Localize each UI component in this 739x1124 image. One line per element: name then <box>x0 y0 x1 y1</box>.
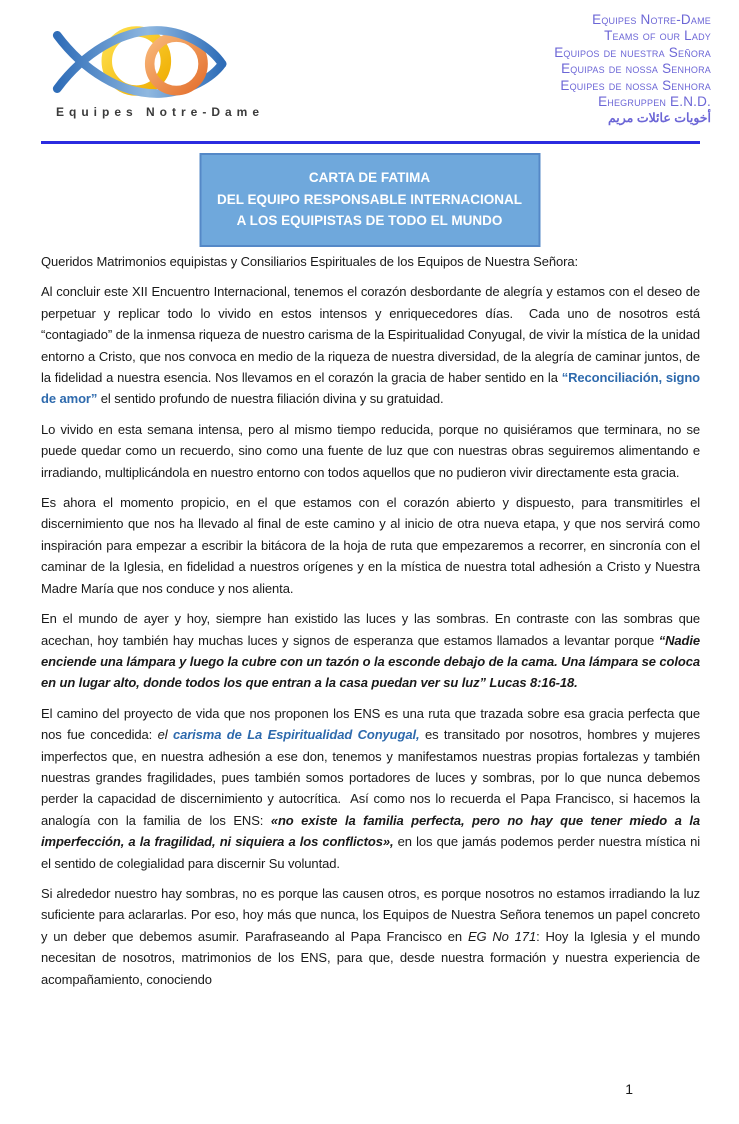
title-line: CARTA DE FATIMA <box>308 170 431 185</box>
paragraph <box>41 419 704 483</box>
letter-content <box>41 251 704 999</box>
page-number: 1 <box>625 1081 633 1097</box>
org-name: Equipes de nossa Senhora <box>560 77 711 93</box>
text-segment-bold-italic: «no existe la familia perfecta, pero no hay que tener miedo a la imperfección, a la fragilidad, ni siquiera a los conflictos», <box>41 812 704 850</box>
text-segment-bold-italic: “Nadie enciende una lámpara y luego la cubre con un tazón o la esconde debajo de la cama. Una lámpara se coloca en un lugar alto, donde todos los que entran a la casa puedan ver su luz” Lucas 8:16-18. <box>41 632 704 691</box>
org-name: Equipos de nuestra Señora <box>554 44 711 60</box>
title-line: A LOS EQUIPISTAS DE TODO EL MUNDO <box>236 213 503 228</box>
paragraph <box>41 703 704 874</box>
title-box <box>199 153 540 247</box>
text-segment-normal: El camino del proyecto de vida que nos proponen los ENS es una ruta que trazada sobre esa gracia perfecta que nos fue concedida: <box>41 705 704 743</box>
org-name: أخويات عائلات مريم <box>607 111 711 126</box>
paragraph <box>41 608 704 694</box>
text-segment-normal: Si alrededor nuestro hay sombras, no es porque las causen otros, es porque nosotros no estamos irradiando la luz suficiente para aclararlas. Por eso, hoy más que nunca, los Equipos de Nuestra Señora tenemos un papel concreto y un deber que debemos asumir. Parafraseando al Papa Francisco en <box>41 885 704 944</box>
title-line: DEL EQUIPO RESPONSABLE INTERNACIONAL <box>216 191 523 207</box>
text-segment-normal: : Hoy la Iglesia y el mundo necesitan de nosotros, matrimonios de los ENS, para que, desde nuestra formación y nuestra experiencia de acompañamiento, conociendo <box>41 928 704 987</box>
text-segment-italic: EG No 171 <box>467 928 537 944</box>
text-segment-blue-bold-italic: carisma de La Espiritualidad Conyugal, <box>172 727 420 743</box>
paragraph <box>41 281 704 409</box>
text-segment-normal: el sentido profundo de nuestra filiación divina y su gratuidad. <box>97 391 444 407</box>
org-name: Equipes Notre-Dame <box>592 12 711 27</box>
text-segment-normal: En el mundo de ayer y hoy, siempre han existido las luces y las sombras. En contraste con las sombras que acechan, hoy también hay muchas luces y signos de esperanza que estamos llamados a levantar porque <box>41 611 704 648</box>
text-segment-normal: Lo vivido en esta semana intensa, pero al mismo tiempo reducida, porque no quisiéramos que terminara, no se puede quedar como un recuerdo, sino como una fuente de luz que con nuestras obras seguiremos alimentando e irradiando, multiplicándola en nuestro entorno con todos aquellos que no pudieron vivir directamente esta gracia. <box>41 421 704 480</box>
org-name-list <box>554 12 711 127</box>
text-segment-italic: el <box>157 727 173 743</box>
header-divider-rule <box>41 141 700 144</box>
paragraph <box>41 492 704 599</box>
logo <box>52 20 265 119</box>
letter-body <box>41 281 704 990</box>
text-segment-blue-bold: “Reconciliación, signo de amor” <box>41 370 704 407</box>
org-name: Equipas de nossa Senhora <box>561 61 711 77</box>
text-segment-normal: en los que jamás podemos perder nuestra mística ni el sentido de colegialidad para discernir Su voluntad. <box>41 834 704 871</box>
end-fish-rings-icon <box>52 20 234 102</box>
text-segment-normal: es transitado por nosotros, hombres y mujeres imperfectos que, en nuestra adhesión a ese don, tenemos y manifestamos nuestras propias fortalezas y también nuestras grandes fragilidades, pues también somos portadores de luces y sombras, por lo que nunca debemos perder la capacidad de discernimiento y autocrítica. Así como nos lo recuerda el Papa Francisco, si hacemos la analogía con la familia de los ENS: <box>41 727 704 828</box>
org-name: Ehegruppen E.N.D. <box>598 94 711 110</box>
logo-caption: Equipes Notre-Dame <box>56 105 265 119</box>
org-name: Teams of our Lady <box>604 28 711 44</box>
text-segment-normal: Es ahora el momento propicio, en el que estamos con el corazón abierto y dispuesto, para transmitirles el discernimiento que nos ha llevado al final de este camino y al inicio de otra nueva etapa, y que nos servirá como inspiración para empezar a escribir la bitácora de la hoja de ruta que empezaremos a recorrer, en sincronía con el caminar de la Iglesia, en fidelidad a nuestros orígenes y en la mística de nuestra total adhesión a Cristo y Nuestra Madre María que nos conduce y nos alienta. <box>41 495 704 596</box>
salutation: Queridos Matrimonios equipistas y Consiliarios Espirituales de los Equipos de Nuestra Señora: <box>41 254 578 269</box>
paragraph <box>41 883 704 990</box>
text-segment-normal: Al concluir este XII Encuentro Internacional, tenemos el corazón desbordante de alegría y estamos con el deseo de perpetuar y replicar todo lo vivido en estos intensos y enriquecedores días. Cada uno de nosotros está “contagiado” de la inmensa riqueza de nuestro carisma de la Espiritualidad Conyugal, de vivir la mística de la unidad entorno a Cristo, que nos convoca en medio de la riqueza de nuestra diversidad, de la alegría de caminar juntos, de la fidelidad a nuestra esencia. Nos llevamos en el corazón la gracia de haber sentido en la <box>41 284 704 386</box>
